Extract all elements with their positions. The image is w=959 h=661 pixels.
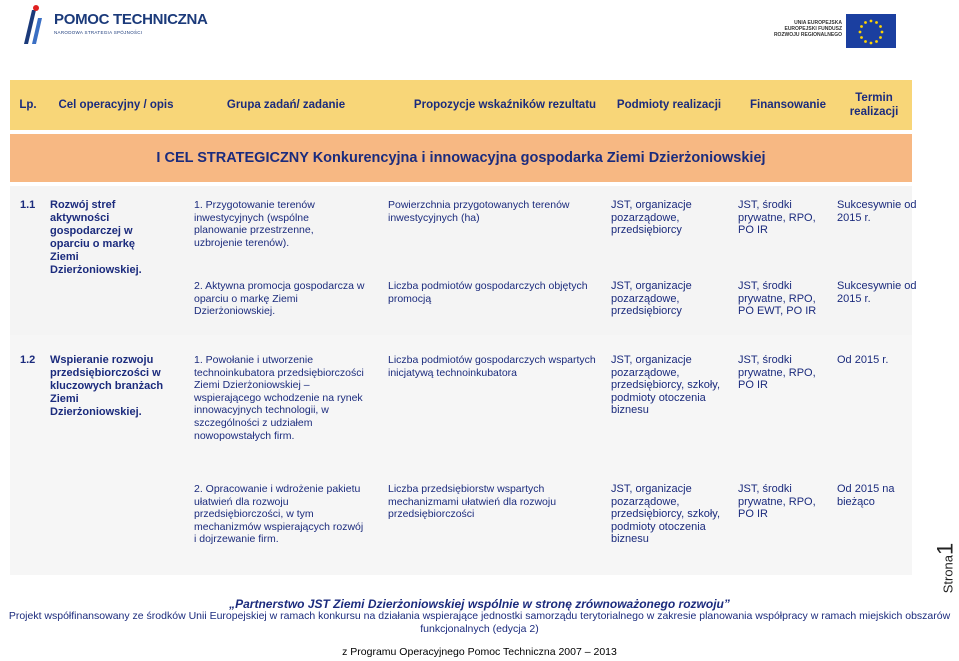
strategic-goal-banner (10, 134, 912, 182)
indicator-text: Liczba podmiotów gospodarczych objętych promocją (388, 280, 588, 305)
footer-funding: Projekt współfinansowany ze środków Unii Europejskiej w ramach konkursu na działania wspierające jednostki samorządu terytorialnego w zakresie planowania współpracy w ramach miejskich obszarów funkcjonalnych (edycja 2) (8, 610, 951, 635)
eu-logo (762, 14, 896, 50)
task-text: 2. Opracowanie i wdrożenie pakietu ułatwień dla rozwoju przedsiębiorczości, w tym mechanizmów wspierających rozwój i dojrzewanie firm. (194, 483, 364, 546)
task-text: 1. Przygotowanie terenów inwestycyjnych (wspólne planowanie przestrzenne, uzbrojenie terenów). (194, 199, 315, 249)
row-lp: 1.1 (20, 199, 36, 211)
logo-subtitle: NARODOWA STRATEGIA SPÓJNOŚCI (54, 30, 143, 35)
logo-title: POMOC TECHNICZNA (54, 11, 208, 28)
col-grupa: Grupa zadań/ zadanie (226, 99, 346, 111)
indicator-text: Liczba przedsiębiorstw wspartych mechanizmami ułatwień dla rozwoju przedsiębiorczości (388, 483, 557, 521)
col-podmioty: Podmioty realizacji (616, 99, 722, 111)
actors-text: JST, organizacje pozarządowe, przedsiębiorcy, szkoły, podmioty otoczenia biznesu (611, 483, 721, 546)
deadline-text: Od 2015 na bieżąco (837, 483, 895, 508)
page-number-value: 1 (932, 542, 958, 555)
logo-mark-icon (24, 4, 48, 44)
strategic-goal-title: I CEL STRATEGICZNY Konkurencyjna i innowacyjna gospodarka Ziemi Dzierżoniowskiej (156, 150, 766, 166)
footer-program: z Programu Operacyjnego Pomoc Techniczna 2007 – 2013 (342, 646, 617, 658)
col-wskazniki: Propozycje wskaźników rezultatu (413, 99, 597, 111)
financing-text: JST, środki prywatne, RPO, PO IR (738, 483, 816, 521)
table-header (10, 80, 912, 130)
footer-motto: „Partnerstwo JST Ziemi Dzierżoniowskiej wspólnie w stronę zrównoważonego rozwoju” (229, 597, 730, 611)
page-number (932, 535, 959, 595)
indicator-text: Liczba podmiotów gospodarczych wspartych inicjatywą technoinkubatora (388, 354, 596, 379)
deadline-text: Sukcesywnie od 2015 r. (837, 280, 917, 305)
financing-text: JST, środki prywatne, RPO, PO EWT, PO IR (738, 280, 817, 318)
financing-text: JST, środki prywatne, RPO, PO IR (738, 199, 816, 237)
actors-text: JST, organizacje pozarządowe, przedsiębiorcy, szkoły, podmioty otoczenia biznesu (611, 354, 721, 417)
eu-flag-icon (846, 14, 896, 48)
eu-logo-text: UNIA EUROPEJSKA EUROPEJSKI FUNDUSZ ROZWOJU REGIONALNEGO (773, 20, 842, 38)
task-text: 1. Powołanie i utworzenie technoinkubatora przedsiębiorczości Ziemi Dzierżoniowskiej – wspierającego wchodzenie na rynek innowacyjnych technologii, w szczególności z udziałem nowopowstałych firm. (194, 354, 364, 442)
financing-text: JST, środki prywatne, RPO, PO IR (738, 354, 816, 392)
deadline-text: Od 2015 r. (837, 354, 889, 366)
deadline-text: Sukcesywnie od 2015 r. (837, 199, 917, 224)
col-finansowanie: Finansowanie (749, 99, 827, 111)
pomoc-techniczna-logo (24, 4, 208, 44)
task-text: 2. Aktywna promocja gospodarcza w oparciu o markę Ziemi Dzierżoniowskiej. (194, 280, 365, 318)
row-cel: Wspieranie rozwoju przedsiębiorczości w kluczowych branżach Ziemi Dzierżoniowskiej. (50, 354, 164, 418)
actors-text: JST, organizacje pozarządowe, przedsiębiorcy (611, 199, 692, 237)
col-cel: Cel operacyjny / opis (58, 99, 174, 111)
page-label: Strona (940, 554, 956, 594)
col-termin: Termin realizacji (849, 92, 899, 118)
col-lp: Lp. (19, 99, 37, 111)
indicator-text: Powierzchnia przygotowanych terenów inwestycyjnych (ha) (388, 199, 570, 224)
row-lp: 1.2 (20, 354, 36, 366)
actors-text: JST, organizacje pozarządowe, przedsiębiorcy (611, 280, 692, 318)
row-cel: Rozwój stref aktywności gospodarczej w oparciu o markę Ziemi Dzierżoniowskiej. (50, 199, 142, 276)
